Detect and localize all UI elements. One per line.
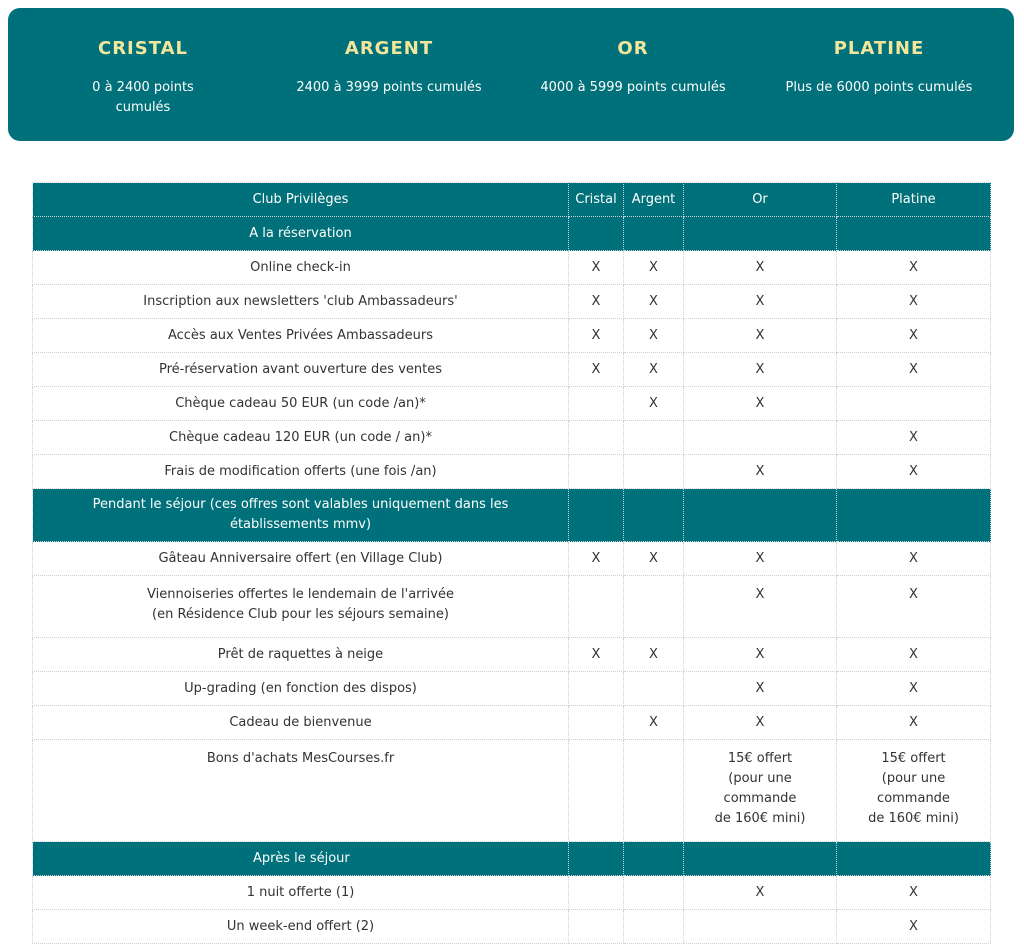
row-label-line: Viennoiseries offertes le lendemain de l'arrivée bbox=[147, 587, 454, 602]
row-label-line: (en Résidence Club pour les séjours semaine) bbox=[152, 607, 449, 622]
row-label: Chèque cadeau 50 EUR (un code /an)* bbox=[33, 387, 569, 421]
col-header-platine: Platine bbox=[837, 183, 991, 217]
row-label: 1 nuit offerte (1) bbox=[33, 876, 569, 910]
cell-or: X bbox=[684, 876, 837, 910]
privileges-table bbox=[32, 182, 991, 944]
cell-platine: X bbox=[837, 910, 991, 944]
cell-platine: X bbox=[837, 455, 991, 489]
cell-or: X bbox=[684, 319, 837, 353]
cell-or bbox=[684, 421, 837, 455]
col-header-privileges: Club Privilèges bbox=[33, 183, 569, 217]
row-label: Prêt de raquettes à neige bbox=[33, 638, 569, 672]
cell-cristal bbox=[569, 455, 624, 489]
cell-cristal bbox=[569, 421, 624, 455]
cell-argent: X bbox=[624, 285, 684, 319]
offer-line: de 160€ mini) bbox=[868, 811, 959, 826]
offer-line: de 160€ mini) bbox=[714, 811, 806, 826]
row-label: Chèque cadeau 120 EUR (un code / an)* bbox=[33, 421, 569, 455]
section-title: Pendant le séjour (ces offres sont valables uniquement dans les établissements mmv) bbox=[33, 489, 569, 542]
cell-or: X bbox=[684, 706, 837, 740]
table-header-row bbox=[33, 183, 991, 217]
table-row bbox=[33, 319, 991, 353]
cell-platine: X bbox=[837, 285, 991, 319]
cell-argent: X bbox=[624, 251, 684, 285]
tier-name: CRISTAL bbox=[97, 38, 188, 59]
row-label: Un week-end offert (2) bbox=[33, 910, 569, 944]
cell-or: X bbox=[684, 576, 837, 638]
offer-line: commande bbox=[723, 791, 797, 806]
row-label: Inscription aux newsletters 'club Ambassadeurs' bbox=[33, 285, 569, 319]
section-row-sejour bbox=[33, 489, 991, 542]
row-label bbox=[33, 576, 569, 638]
cell-cristal bbox=[569, 910, 624, 944]
cell-platine bbox=[837, 740, 991, 842]
cell-platine: X bbox=[837, 876, 991, 910]
cell-argent bbox=[624, 876, 684, 910]
col-header-or: Or bbox=[684, 183, 837, 217]
row-label: Bons d'achats MesCourses.fr bbox=[33, 740, 569, 842]
cell-platine: X bbox=[837, 576, 991, 638]
cell-cristal: X bbox=[569, 542, 624, 576]
table-row bbox=[33, 353, 991, 387]
cell-argent bbox=[624, 421, 684, 455]
cell-cristal bbox=[569, 876, 624, 910]
cell-argent bbox=[624, 455, 684, 489]
cell-cristal bbox=[569, 672, 624, 706]
section-title: Après le séjour bbox=[33, 842, 569, 876]
cell-platine: X bbox=[837, 542, 991, 576]
table-row bbox=[33, 251, 991, 285]
cell-platine: X bbox=[837, 251, 991, 285]
cell-argent bbox=[624, 672, 684, 706]
cell-argent: X bbox=[624, 706, 684, 740]
row-label: Up-grading (en fonction des dispos) bbox=[33, 672, 569, 706]
table-row bbox=[33, 876, 991, 910]
row-label: Frais de modification offerts (une fois /an) bbox=[33, 455, 569, 489]
cell-argent: X bbox=[624, 387, 684, 421]
cell-or: X bbox=[684, 638, 837, 672]
cell-or: X bbox=[684, 285, 837, 319]
cell-platine: X bbox=[837, 672, 991, 706]
table-row bbox=[33, 740, 991, 842]
cell-or: X bbox=[684, 387, 837, 421]
offer-line: 15€ offert bbox=[727, 751, 793, 766]
tier-name: OR bbox=[617, 38, 649, 59]
cell-argent: X bbox=[624, 638, 684, 672]
cell-cristal: X bbox=[569, 353, 624, 387]
cell-cristal bbox=[569, 740, 624, 842]
cell-argent bbox=[624, 740, 684, 842]
cell-argent: X bbox=[624, 319, 684, 353]
tier-banner bbox=[8, 8, 1014, 141]
cell-cristal: X bbox=[569, 285, 624, 319]
table-row bbox=[33, 421, 991, 455]
cell-or bbox=[684, 910, 837, 944]
cell-argent bbox=[624, 910, 684, 944]
row-label: Pré-réservation avant ouverture des ventes bbox=[33, 353, 569, 387]
cell-cristal: X bbox=[569, 251, 624, 285]
table-row bbox=[33, 576, 991, 638]
table-row bbox=[33, 455, 991, 489]
col-header-argent: Argent bbox=[624, 183, 684, 217]
tier-name: PLATINE bbox=[833, 38, 925, 59]
col-header-cristal: Cristal bbox=[569, 183, 624, 217]
table-row bbox=[33, 910, 991, 944]
table-row bbox=[33, 387, 991, 421]
row-label: Cadeau de bienvenue bbox=[33, 706, 569, 740]
cell-cristal bbox=[569, 387, 624, 421]
cell-argent: X bbox=[624, 353, 684, 387]
cell-platine: X bbox=[837, 706, 991, 740]
cell-platine: X bbox=[837, 353, 991, 387]
table-row bbox=[33, 672, 991, 706]
cell-platine: X bbox=[837, 638, 991, 672]
offer-line: 15€ offert bbox=[881, 751, 946, 766]
cell-cristal: X bbox=[569, 319, 624, 353]
cell-or: X bbox=[684, 672, 837, 706]
offer-line: (pour une bbox=[728, 771, 792, 786]
offer-line: (pour une bbox=[881, 771, 946, 786]
cell-argent: X bbox=[624, 542, 684, 576]
cell-cristal bbox=[569, 706, 624, 740]
table-row bbox=[33, 706, 991, 740]
cell-or: X bbox=[684, 353, 837, 387]
table-row bbox=[33, 542, 991, 576]
tier-range: Plus de 6000 points cumulés bbox=[785, 80, 973, 95]
cell-or: X bbox=[684, 542, 837, 576]
tier-range: 0 à 2400 points cumulés bbox=[92, 80, 194, 115]
table-row bbox=[33, 638, 991, 672]
table-row bbox=[33, 285, 991, 319]
cell-argent bbox=[624, 576, 684, 638]
tier-name: ARGENT bbox=[344, 38, 434, 59]
row-label: Accès aux Ventes Privées Ambassadeurs bbox=[33, 319, 569, 353]
section-row-reservation bbox=[33, 217, 991, 251]
cell-or: X bbox=[684, 251, 837, 285]
tier-range: 4000 à 5999 points cumulés bbox=[540, 80, 726, 95]
row-label: Online check-in bbox=[33, 251, 569, 285]
cell-cristal: X bbox=[569, 638, 624, 672]
cell-platine: X bbox=[837, 319, 991, 353]
cell-platine bbox=[837, 387, 991, 421]
cell-or bbox=[684, 740, 837, 842]
row-label: Gâteau Anniversaire offert (en Village Club) bbox=[33, 542, 569, 576]
tier-range: 2400 à 3999 points cumulés bbox=[296, 80, 482, 95]
section-row-apres bbox=[33, 842, 991, 876]
section-title: A la réservation bbox=[33, 217, 569, 251]
cell-platine: X bbox=[837, 421, 991, 455]
offer-line: commande bbox=[877, 791, 950, 806]
cell-cristal bbox=[569, 576, 624, 638]
cell-or: X bbox=[684, 455, 837, 489]
